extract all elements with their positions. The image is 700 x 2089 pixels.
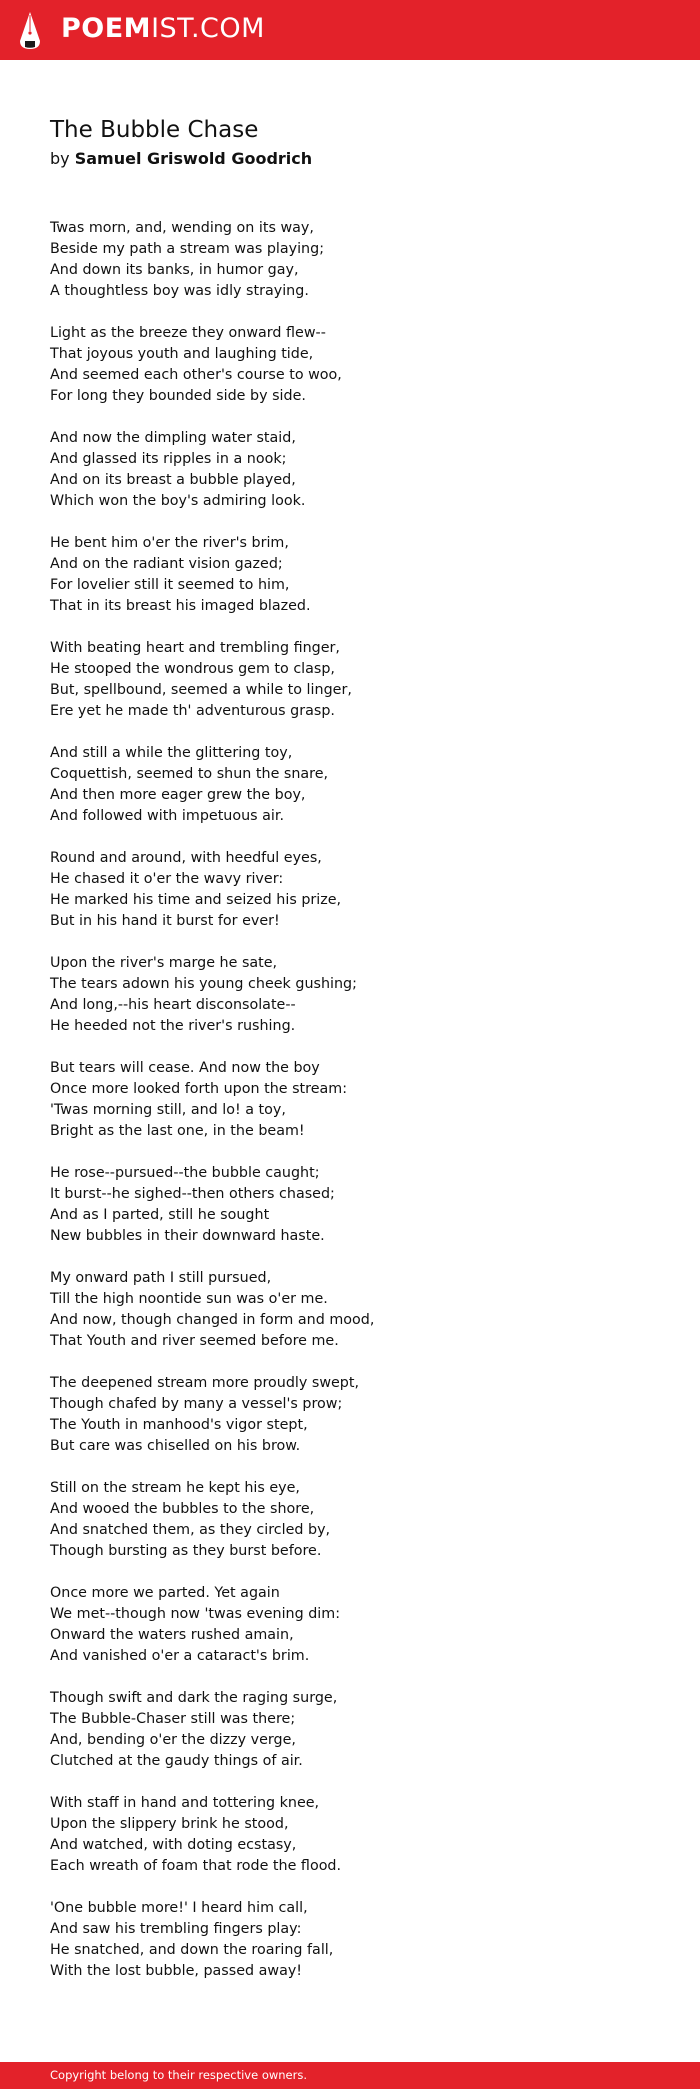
stanza — [50, 1268, 650, 1352]
author-name[interactable]: Samuel Griswold Goodrich — [74, 149, 313, 168]
poem-line: New bubbles in their downward haste. — [50, 1228, 325, 1244]
stanza — [50, 638, 650, 722]
poem-line: He chased it o'er the wavy river: — [50, 871, 284, 887]
site-footer — [0, 2062, 700, 2089]
poem-line: Twas morn, and, wending on its way, — [50, 220, 314, 236]
site-logo[interactable] — [61, 11, 265, 47]
poem-line: And on the radiant vision gazed; — [50, 556, 283, 572]
poem-line: Once more looked forth upon the stream: — [50, 1081, 348, 1097]
poem-line: And seemed each other's course to woo, — [50, 367, 342, 383]
poem-line: A thoughtless boy was idly straying. — [50, 283, 309, 299]
poem-line: Though bursting as they burst before. — [50, 1543, 322, 1559]
stanza — [50, 533, 650, 617]
poem-line: 'One bubble more!' I heard him call, — [50, 1900, 308, 1916]
stanza — [50, 1163, 650, 1247]
poem-line: He heeded not the river's rushing. — [50, 1018, 296, 1034]
stanza — [50, 848, 650, 932]
stanza — [50, 953, 650, 1037]
logo-light-text: IST.COM — [151, 13, 265, 44]
poem-line: Upon the river's marge he sate, — [50, 955, 278, 971]
stanza — [50, 218, 650, 302]
poem-line: He snatched, and down the roaring fall, — [50, 1942, 334, 1958]
stanza — [50, 1688, 650, 1772]
poem-line: Coquettish, seemed to shun the snare, — [50, 766, 329, 782]
poem-line: For lovelier still it seemed to him, — [50, 577, 290, 593]
poem-line: And saw his trembling fingers play: — [50, 1921, 302, 1937]
stanza — [50, 1583, 650, 1667]
poem-line: Each wreath of foam that rode the flood. — [50, 1858, 342, 1874]
poem-line: And watched, with doting ecstasy, — [50, 1837, 297, 1853]
byline-prefix: by — [50, 149, 70, 168]
poem-line: And vanished o'er a cataract's brim. — [50, 1648, 310, 1664]
poem-line: With the lost bubble, passed away! — [50, 1963, 303, 1979]
poem-line: That joyous youth and laughing tide, — [50, 346, 314, 362]
poem-line: Till the high noontide sun was o'er me. — [50, 1291, 328, 1307]
poem-line: Upon the slippery brink he stood, — [50, 1816, 289, 1832]
poem-line: Still on the stream he kept his eye, — [50, 1480, 300, 1496]
poem-line: And snatched them, as they circled by, — [50, 1522, 331, 1538]
poem-line: Light as the breeze they onward flew-- — [50, 325, 326, 341]
poem-line: Though swift and dark the raging surge, — [50, 1690, 338, 1706]
poem-title: The Bubble Chase — [50, 117, 259, 143]
poem-line: 'Twas morning still, and lo! a toy, — [50, 1102, 286, 1118]
poem-body — [50, 218, 650, 2003]
poem-line: Though chafed by many a vessel's prow; — [50, 1396, 343, 1412]
stanza — [50, 428, 650, 512]
copyright-text: Copyright belong to their respective owners. — [50, 2068, 308, 2082]
poem-line: But care was chiselled on his brow. — [50, 1438, 301, 1454]
stanza — [50, 1058, 650, 1142]
poem-line: And as I parted, still he sought — [50, 1207, 270, 1223]
poem-line: Ere yet he made th' adventurous grasp. — [50, 703, 335, 719]
poem-header — [50, 114, 312, 170]
poem-line: Beside my path a stream was playing; — [50, 241, 325, 257]
poem-line: We met--though now 'twas evening dim: — [50, 1606, 341, 1622]
poem-line: It burst--he sighed--then others chased; — [50, 1186, 335, 1202]
poem-line: Onward the waters rushed amain, — [50, 1627, 294, 1643]
poem-line: The Bubble-Chaser still was there; — [50, 1711, 296, 1727]
poem-line: And, bending o'er the dizzy verge, — [50, 1732, 296, 1748]
poem-line: That in its breast his imaged blazed. — [50, 598, 311, 614]
poem-line: With beating heart and trembling finger, — [50, 640, 340, 656]
poem-line: The Youth in manhood's vigor stept, — [50, 1417, 308, 1433]
poem-line: And long,--his heart disconsolate-- — [50, 997, 296, 1013]
stanza — [50, 1478, 650, 1562]
stanza — [50, 1793, 650, 1877]
poem-line: Bright as the last one, in the beam! — [50, 1123, 305, 1139]
poem-line: And glassed its ripples in a nook; — [50, 451, 287, 467]
poem-line: Round and around, with heedful eyes, — [50, 850, 322, 866]
poem-line: And now the dimpling water staid, — [50, 430, 296, 446]
poem-line: And on its breast a bubble played, — [50, 472, 296, 488]
stanza — [50, 323, 650, 407]
poem-line: He bent him o'er the river's brim, — [50, 535, 289, 551]
poem-line: He stooped the wondrous gem to clasp, — [50, 661, 335, 677]
poem-line: Which won the boy's admiring look. — [50, 493, 306, 509]
poem-line: He marked his time and seized his prize, — [50, 892, 342, 908]
poem-line: And wooed the bubbles to the shore, — [50, 1501, 315, 1517]
poem-line: Clutched at the gaudy things of air. — [50, 1753, 303, 1769]
poem-line: With staff in hand and tottering knee, — [50, 1795, 320, 1811]
poem-line: But tears will cease. And now the boy — [50, 1060, 320, 1076]
poem-line: He rose--pursued--the bubble caught; — [50, 1165, 320, 1181]
poem-line: The deepened stream more proudly swept, — [50, 1375, 360, 1391]
poem-line: Once more we parted. Yet again — [50, 1585, 280, 1601]
site-header — [0, 0, 700, 60]
poem-line: My onward path I still pursued, — [50, 1270, 272, 1286]
poem-line: And down its banks, in humor gay, — [50, 262, 299, 278]
poem-line: And now, though changed in form and mood, — [50, 1312, 375, 1328]
poem-line: That Youth and river seemed before me. — [50, 1333, 339, 1349]
byline — [50, 148, 312, 170]
poem-line: But in his hand it burst for ever! — [50, 913, 280, 929]
poem-line: For long they bounded side by side. — [50, 388, 306, 404]
logo-bold-text: POEM — [61, 13, 152, 44]
poem-line: And followed with impetuous air. — [50, 808, 284, 824]
poem-line: And still a while the glittering toy, — [50, 745, 293, 761]
pen-nib-icon[interactable] — [18, 11, 42, 50]
poem-line: And then more eager grew the boy, — [50, 787, 306, 803]
stanza — [50, 1373, 650, 1457]
poem-line: The tears adown his young cheek gushing; — [50, 976, 357, 992]
poem-line: But, spellbound, seemed a while to linger, — [50, 682, 352, 698]
stanza — [50, 1898, 650, 1982]
stanza — [50, 743, 650, 827]
